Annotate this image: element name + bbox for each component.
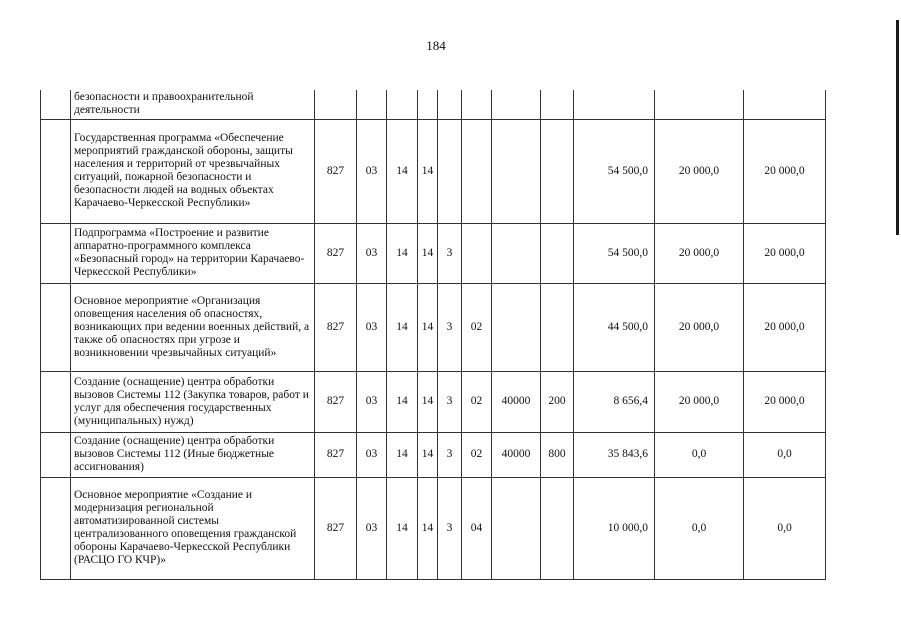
amount-cell: 0,0 (744, 432, 826, 477)
amount-cell: 35 843,6 (574, 432, 655, 477)
row-marker-cell (41, 432, 71, 477)
code-cell: 14 (387, 283, 418, 371)
code-cell: 14 (418, 223, 438, 283)
code-cell (541, 477, 574, 579)
code-cell: 827 (315, 283, 357, 371)
row-name-cell: Создание (оснащение) центра обработки вызовов Системы 112 (Закупка товаров, работ и услуг для обеспечения государственных (муниципальных) нужд) (71, 371, 315, 432)
row-marker-cell (41, 90, 71, 119)
table-row (41, 119, 826, 223)
row-marker-cell (41, 223, 71, 283)
row-name-cell: Основное мероприятие «Организация оповещения населения об опасностях, возникающих при ведении военных действий, а также об опасностях при угрозе и возникновении чрезвычайных ситуаций» (71, 283, 315, 371)
table-row (41, 283, 826, 371)
amount-cell: 0,0 (655, 477, 744, 579)
amount-cell: 54 500,0 (574, 223, 655, 283)
code-cell: 14 (418, 371, 438, 432)
code-cell: 40000 (492, 371, 541, 432)
row-marker-cell (41, 477, 71, 579)
code-cell (492, 223, 541, 283)
amount-cell (655, 90, 744, 119)
code-cell (357, 90, 387, 119)
code-cell (462, 119, 492, 223)
table-row (41, 223, 826, 283)
amount-cell: 20 000,0 (655, 119, 744, 223)
row-name-cell: Создание (оснащение) центра обработки вызовов Системы 112 (Иные бюджетные ассигнования) (71, 432, 315, 477)
code-cell: 14 (387, 119, 418, 223)
table-row (41, 477, 826, 579)
code-cell: 03 (357, 371, 387, 432)
row-marker-cell (41, 371, 71, 432)
code-cell: 200 (541, 371, 574, 432)
amount-cell: 20 000,0 (655, 223, 744, 283)
code-cell: 3 (438, 432, 462, 477)
code-cell: 14 (387, 371, 418, 432)
code-cell (541, 119, 574, 223)
code-cell: 3 (438, 477, 462, 579)
budget-table (40, 90, 826, 580)
code-cell: 14 (387, 477, 418, 579)
code-cell (387, 90, 418, 119)
amount-cell: 10 000,0 (574, 477, 655, 579)
code-cell (438, 119, 462, 223)
code-cell: 14 (418, 432, 438, 477)
code-cell: 02 (462, 371, 492, 432)
row-name-cell: Основное мероприятие «Создание и модернизация региональной автоматизированной системы централизованного оповещения гражданской обороны Карачаево-Черкесской Республики (РАСЦО ГО КЧР)» (71, 477, 315, 579)
code-cell: 3 (438, 283, 462, 371)
code-cell: 02 (462, 283, 492, 371)
amount-cell: 0,0 (655, 432, 744, 477)
amount-cell: 20 000,0 (655, 371, 744, 432)
code-cell: 827 (315, 119, 357, 223)
code-cell: 14 (418, 283, 438, 371)
amount-cell: 20 000,0 (744, 223, 826, 283)
code-cell: 03 (357, 283, 387, 371)
code-cell: 02 (462, 432, 492, 477)
code-cell (492, 90, 541, 119)
code-cell: 14 (418, 477, 438, 579)
code-cell (418, 90, 438, 119)
amount-cell: 20 000,0 (744, 283, 826, 371)
amount-cell: 20 000,0 (744, 371, 826, 432)
code-cell: 827 (315, 371, 357, 432)
code-cell: 3 (438, 223, 462, 283)
code-cell (492, 477, 541, 579)
table-row (41, 432, 826, 477)
code-cell: 04 (462, 477, 492, 579)
scan-edge-mark (896, 20, 899, 235)
amount-cell: 8 656,4 (574, 371, 655, 432)
row-marker-cell (41, 283, 71, 371)
amount-cell: 54 500,0 (574, 119, 655, 223)
code-cell: 03 (357, 119, 387, 223)
code-cell: 03 (357, 432, 387, 477)
table-row (41, 371, 826, 432)
page-number: 184 (426, 38, 446, 53)
amount-cell: 20 000,0 (655, 283, 744, 371)
code-cell: 14 (387, 223, 418, 283)
code-cell (541, 223, 574, 283)
code-cell (438, 90, 462, 119)
code-cell (462, 223, 492, 283)
amount-cell (744, 90, 826, 119)
amount-cell: 0,0 (744, 477, 826, 579)
code-cell: 3 (438, 371, 462, 432)
amount-cell: 44 500,0 (574, 283, 655, 371)
code-cell (315, 90, 357, 119)
code-cell: 14 (387, 432, 418, 477)
code-cell: 827 (315, 477, 357, 579)
row-name-cell: безопасности и правоохранительной деятельности (71, 90, 315, 119)
code-cell: 40000 (492, 432, 541, 477)
table-row (41, 90, 826, 119)
code-cell: 827 (315, 432, 357, 477)
code-cell (492, 283, 541, 371)
code-cell: 03 (357, 477, 387, 579)
row-marker-cell (41, 119, 71, 223)
amount-cell: 20 000,0 (744, 119, 826, 223)
row-name-cell: Подпрограмма «Построение и развитие аппаратно-программного комплекса «Безопасный город» на территории Карачаево-Черкесской Республики» (71, 223, 315, 283)
code-cell: 800 (541, 432, 574, 477)
code-cell: 827 (315, 223, 357, 283)
code-cell (541, 283, 574, 371)
code-cell: 03 (357, 223, 387, 283)
code-cell (541, 90, 574, 119)
amount-cell (574, 90, 655, 119)
row-name-cell: Государственная программа «Обеспечение мероприятий гражданской обороны, защиты населения и территорий от чрезвычайных ситуаций, пожарной безопасности и безопасности людей на водных объектах Карачаево-Черкесской Республики» (71, 119, 315, 223)
code-cell (492, 119, 541, 223)
code-cell: 14 (418, 119, 438, 223)
code-cell (462, 90, 492, 119)
